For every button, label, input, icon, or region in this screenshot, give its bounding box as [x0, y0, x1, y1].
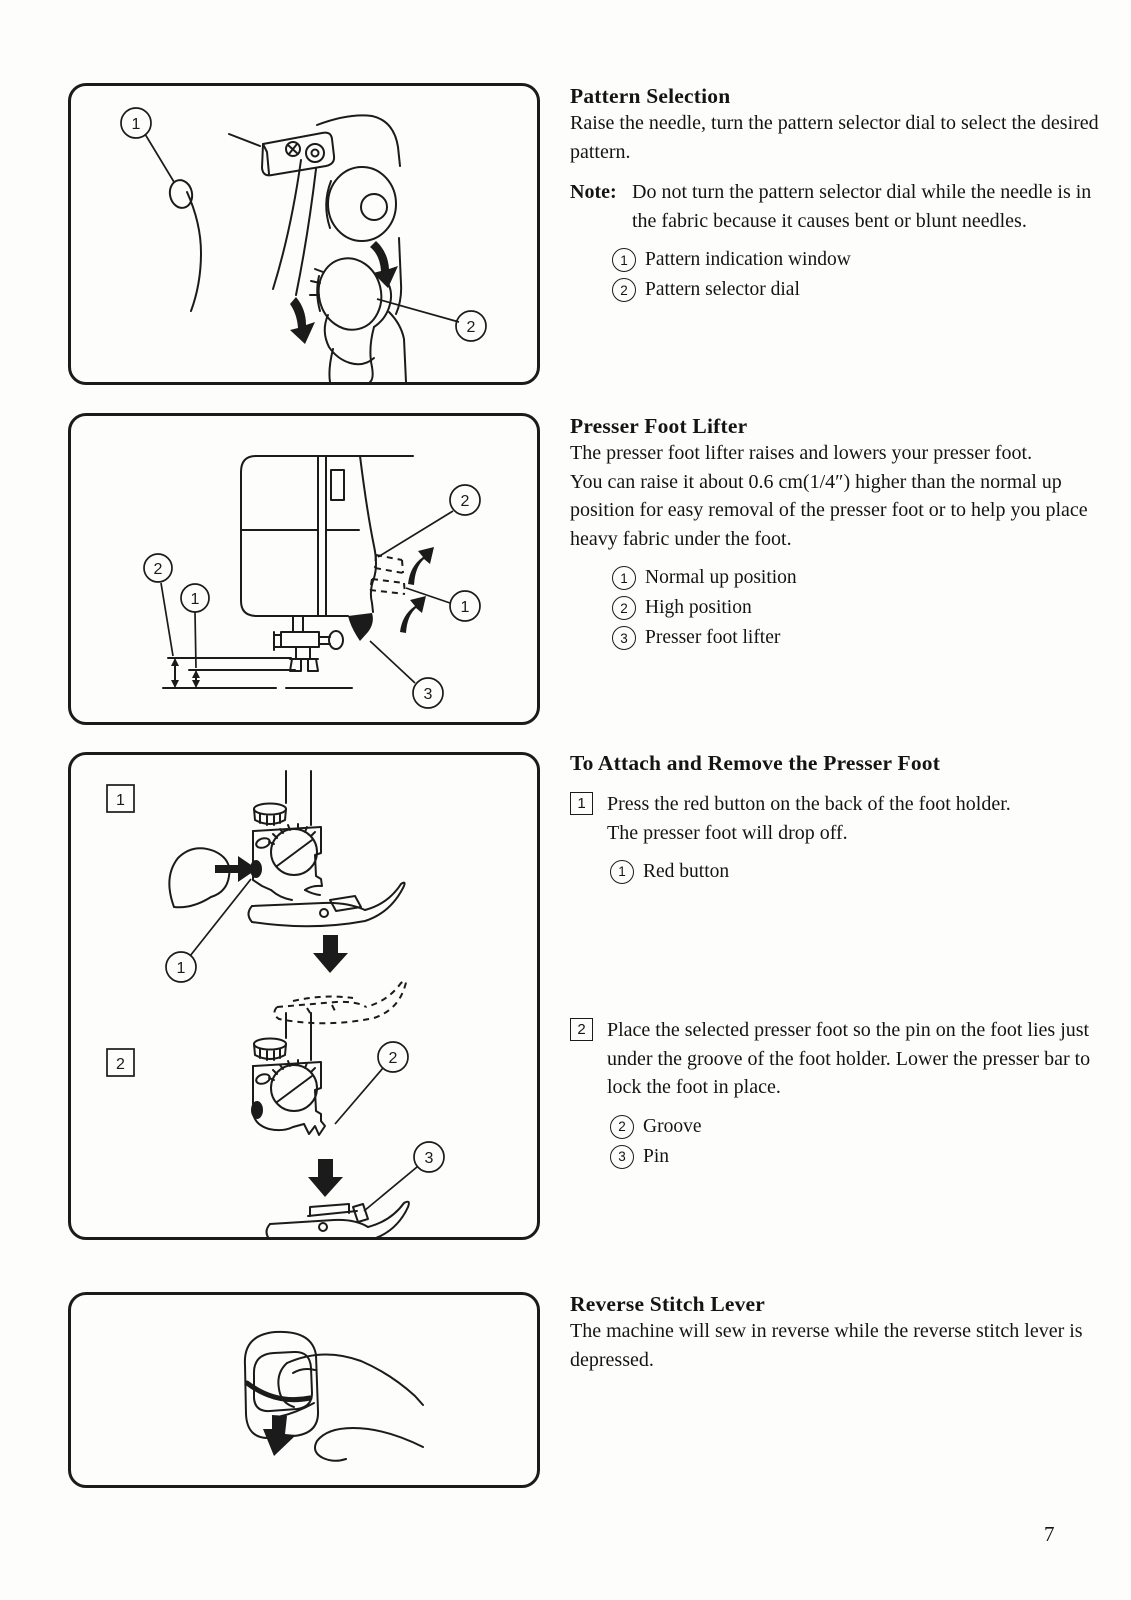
- reverse-stitch-figure-box: [68, 1292, 540, 1488]
- section-reverse-stitch: [570, 1292, 1112, 1374]
- step-number: 2: [570, 1018, 593, 1041]
- note-text: Do not turn the pattern selector dial while the needle is in the fabric because it causes bent or blunt needles.: [632, 181, 1092, 232]
- up-arrow-icon: [408, 547, 434, 585]
- circled-number: 1: [612, 566, 636, 590]
- finger-outline: [169, 848, 229, 907]
- circled-number: 2: [610, 1115, 634, 1139]
- sewing-machine-top-drawing: [167, 115, 406, 382]
- section-pattern-selection: [570, 84, 1112, 308]
- dropped-foot-dashed: [274, 981, 405, 1023]
- section-heading: To Attach and Remove the Presser Foot: [570, 751, 941, 775]
- step-text: [607, 1016, 1112, 1175]
- legend: [612, 566, 1112, 650]
- legend-item: [612, 566, 1112, 590]
- normal-position-dashed: [370, 579, 405, 594]
- down-arrow-icon: [370, 241, 398, 288]
- legend-label: High position: [645, 597, 752, 619]
- figure-callout-2: 2: [388, 1050, 398, 1067]
- callout-leaders: [107, 1042, 444, 1211]
- legend-label: Red button: [643, 861, 730, 883]
- legend-item: [610, 1145, 1112, 1169]
- legend-label: Pin: [643, 1145, 670, 1167]
- legend-label: Groove: [643, 1115, 702, 1137]
- machine-head-drawing: [163, 456, 413, 688]
- note-block: [570, 178, 1112, 235]
- figure-callout-1: 1: [176, 960, 186, 977]
- legend-item: [610, 1115, 1112, 1139]
- attach-remove-figure-box: [68, 752, 540, 1240]
- step-tag-2: 2: [116, 1056, 125, 1073]
- legend-label: Pattern selector dial: [645, 279, 800, 301]
- section-presser-foot-lifter: [570, 414, 1112, 656]
- section-attach-remove-step2: [570, 1016, 1112, 1175]
- section-heading: Presser Foot Lifter: [570, 414, 748, 438]
- step-text: [607, 790, 1112, 890]
- figure-callout-1: 1: [131, 116, 141, 133]
- step-number: 1: [570, 792, 593, 815]
- figure-callout-1-left: 1: [190, 591, 200, 608]
- down-arrow-icon: [313, 935, 348, 973]
- up-arrow-icon: [400, 596, 426, 633]
- figure-callout-2: 2: [466, 319, 476, 336]
- legend-item: [612, 248, 1112, 272]
- legend-item: [612, 626, 1112, 650]
- press-arrow-icon: [215, 856, 257, 882]
- down-arrow-icon: [308, 1159, 343, 1197]
- legend: [612, 248, 1112, 302]
- callout-leaders: [121, 108, 486, 341]
- page-number: 7: [1044, 1522, 1055, 1546]
- presser-bar: [293, 616, 303, 632]
- figure-callout-1-right: 1: [460, 599, 470, 616]
- presser-foot-lifter-lever: [348, 613, 373, 641]
- figure-callout-3: 3: [423, 686, 433, 703]
- section-body: The machine will sew in reverse while the reverse stitch lever is depressed.: [570, 1320, 1083, 1371]
- legend-label: Presser foot lifter: [645, 627, 781, 649]
- legend-label: Pattern indication window: [645, 249, 851, 271]
- foot-holder-step2-drawing: [253, 1013, 409, 1237]
- legend-label: Normal up position: [645, 567, 797, 589]
- section-heading: Reverse Stitch Lever: [570, 1292, 766, 1316]
- pattern-selection-figure-box: [68, 83, 540, 385]
- reverse-stitch-figure: [71, 1295, 537, 1485]
- circled-number: 1: [612, 248, 636, 272]
- circled-number: 3: [610, 1145, 634, 1169]
- pattern-selection-figure: [71, 86, 537, 382]
- section-body: You can raise it about 0.6 cm(1/4″) higher than the normal up position for easy removal of the presser foot or to help you place heavy fabric under the foot.: [570, 470, 1088, 550]
- step-line: The presser foot will drop off.: [607, 821, 848, 844]
- red-button-shape: [251, 1101, 263, 1119]
- presser-foot-lifter-figure-box: [68, 413, 540, 725]
- figure-callout-3: 3: [424, 1150, 434, 1167]
- callout-leaders: [107, 785, 251, 982]
- high-position-dashed: [375, 555, 403, 573]
- circled-number: 3: [612, 626, 636, 650]
- step-1: [570, 790, 1112, 890]
- step-line: Place the selected presser foot so the pin on the foot lies just under the groove of the foot holder. Lower the presser bar to lock the foot in place.: [607, 1019, 1091, 1099]
- legend-item: [610, 860, 1112, 884]
- section-body: The presser foot lifter raises and lowers your presser foot.: [570, 442, 1033, 464]
- presser-foot-lifter-figure: [71, 416, 537, 722]
- down-arrow-icon: [263, 1415, 296, 1456]
- step-2: [570, 1016, 1112, 1175]
- step-line: Press the red button on the back of the foot holder.: [607, 793, 1011, 815]
- section-body: Raise the needle, turn the pattern selector dial to select the desired pattern.: [570, 112, 1099, 163]
- circled-number: 1: [610, 860, 634, 884]
- section-attach-remove: [570, 751, 1112, 890]
- groove-shape: [304, 1121, 325, 1135]
- note-label: Note:: [570, 181, 617, 204]
- legend-item: [612, 596, 1112, 620]
- foot-holder-step1-drawing: [169, 771, 404, 926]
- legend: [610, 1115, 1112, 1169]
- attach-remove-figure: [71, 755, 537, 1237]
- circled-number: 2: [612, 596, 636, 620]
- figure-callout-2-right: 2: [460, 493, 470, 510]
- figure-callout-2-left: 2: [153, 561, 163, 578]
- legend: [610, 860, 1112, 884]
- dimension-lines: [163, 658, 352, 688]
- section-heading: Pattern Selection: [570, 84, 731, 108]
- step-tag-1: 1: [116, 792, 125, 809]
- pattern-indication-window-shape: [167, 178, 194, 210]
- down-arrow-icon: [290, 297, 315, 344]
- circled-number: 2: [612, 278, 636, 302]
- legend-item: [612, 278, 1112, 302]
